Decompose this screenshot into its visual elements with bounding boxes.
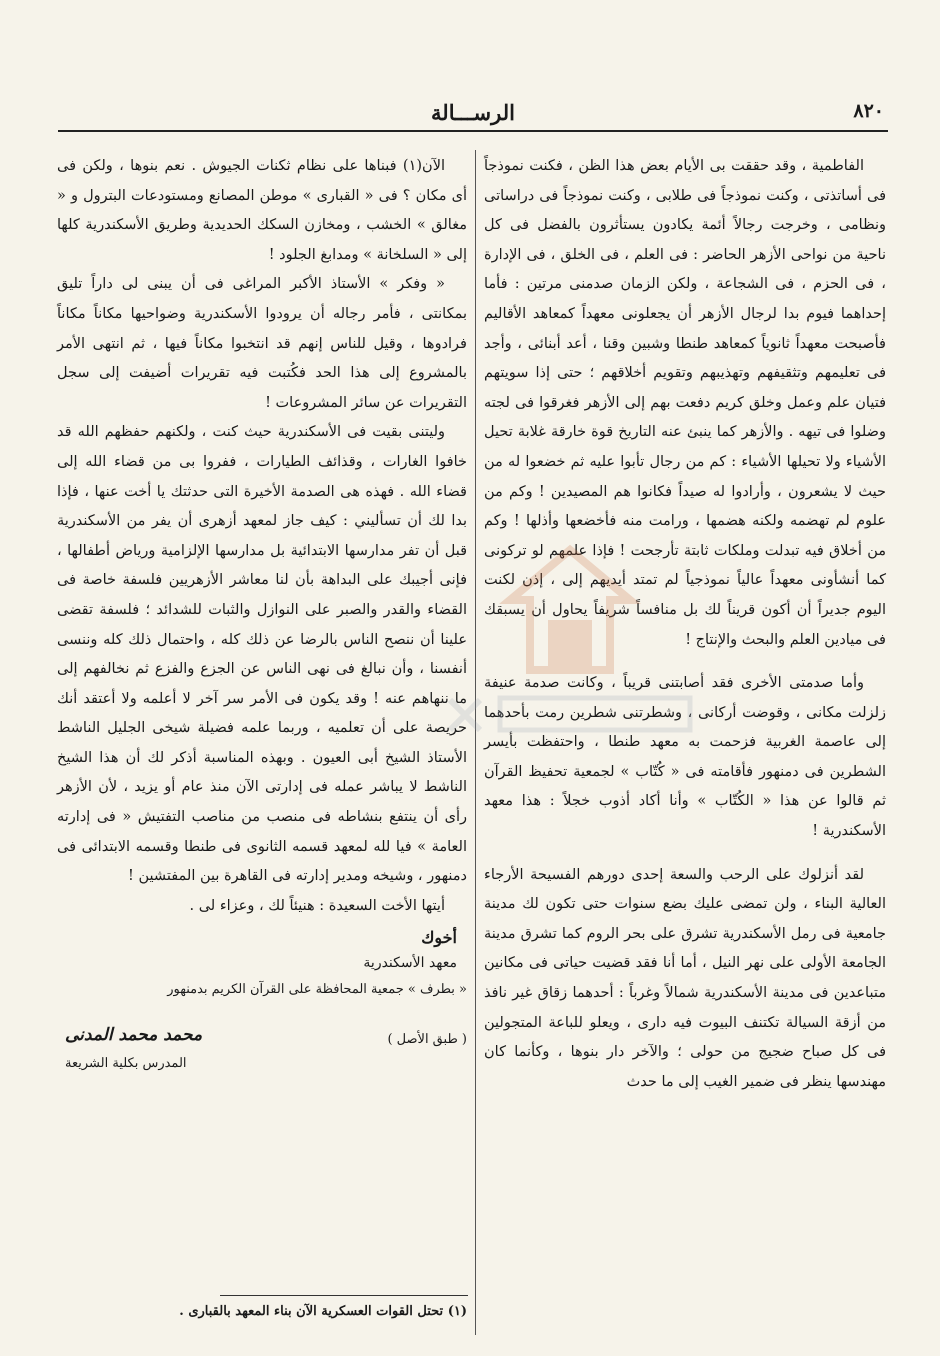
column-divider (475, 150, 476, 1335)
magazine-title: الرســـالة (431, 100, 515, 125)
right-column (484, 152, 886, 1097)
signature-place: معهد الأسكندرية (363, 955, 457, 972)
true-copy-tag: ( طبق الأصل ) (387, 1032, 467, 1048)
header-rule (58, 130, 888, 132)
author-signature: محمد محمد المدنى (65, 1025, 203, 1046)
signature-name: أخوك (421, 928, 457, 948)
left-column (57, 152, 467, 1081)
closing-line: أيتها الأخت السعيدة : هنيئاً لك ، وعزاء لى . (189, 897, 445, 914)
footnote-rule (220, 1295, 468, 1296)
page-header (62, 100, 884, 128)
paragraph: « وفكر » الأستاذ الأكبر المراغى فى أن يبنى لى داراً تليق بمكانتى ، فأمر رجاله أن يرودوا الأسكندرية وضواحيها مكاناً مكاناً فرادوها ، وقيل للناس إنهم قد انتخبوا مكاناً فيها ، ثم انتهى الأمر بالمشروع إلى هذا الحد فكُتبت فيه تقريرات أضيفت إلى سجل التقريرات عن سائر المشروعات ! (57, 276, 467, 411)
paragraph: وليتنى بقيت فى الأسكندرية حيث كنت ، ولكنهم حفظهم الله قد خافوا الغارات ، وقذائف الطيارات ، ففروا بى من قضاء الله إلى قضاء الله . فهذه هى الصدمة الأخيرة التى حدثتك يا أخت عنها ، فإذا بدا لك أن تسأليني : كيف جاز لمعهد أزهرى أن يفر من الأسكندرية قبل أن تفر مدارسها الابتدائية بل مدارسها الإلزامية ورياض أطفالها ، فإنى أجيبك على البداهة بأن لنا معاشر الأزهريين فلسفة خاصة فى القضاء والقدر والصبر على النوازل والثبات للشدائد ؛ فلسفة تقضى علينا أن ننصح الناس بالرضا عن ذلك كله ، واحتمال ذلك كله وننسى أنفسنا ، وأن نبالغ فى نهى الناس عن الجزع والفزع ثم نخالفهم إلى ما ننهاهم عنه ! وقد يكون فى الأمر سر آخر لا أعلمه ولا أعتقد أنك حريصة على أن تعلميه ، وربما علمه فضيلة شيخى الجليل الناشط الأستاذ الشيخ أبى العيون . وبهذه المناسبة أذكر لك أن هذا الشيخ الناشط لا يباشر عمله فى إدارتى الآن منذ عام أو يزيد ، لأن الأزهر رأى أن ينتفع بنشاطه فى منصب من مناصب التفتيش « فى إدارته العامة » فيا لله لمعهد قسمه الثانوى فى طنطا وقسمه الابتدائى فى دمنهور ، وشيخه ومدير إدارته فى القاهرة بين المفتشين ! (57, 424, 467, 885)
signature-note: « بطرف » جمعية المحافظة على القرآن الكريم بدمنهور (167, 982, 467, 998)
certification-block (57, 1021, 467, 1081)
footnote: (١) تحتل القوات العسكرية الآن بناء المعهد بالقبارى . (179, 1304, 467, 1319)
paragraph: وأما صدمتى الأخرى فقد أصابتنى قريباً ، وكانت صدمة عنيفة زلزلت مكانى ، وقوضت أركانى ، وشطرتنى شطرين رمت بأحدهما إلى عاصمة الغربية فزحمت به معهد طنطا ، واحتفظت بأيسر الشطرين فى دمنهور فأقامته فى « كُتّاب » لجمعية تحفيظ القرآن ثم قالوا عن هذا « الكُتّاب » وأنا أكاد أذوب خجلاً : هذا معهد الأسكندرية ! (484, 675, 886, 840)
signature-block (57, 921, 467, 1021)
page-number: ٨٢٠ (853, 100, 884, 122)
paragraph: الفاطمية ، وقد حققت بى الأيام بعض هذا الظن ، فكنت نموذجاً فى أساتذتى ، وكنت نموذجاً فى طلابى ، وكنت نموذجاً فى دراساتى ونظامى ، وخرجت رجالاً أئمة يكادون يستأثرون بالفضل فى كل ناحية من نواحى الأزهر الحاضر : فى العلم ، فى الخلق ، فى الإدارة ، فى الحزم ، فى الشجاعة ، ولكن الزمان صدمنى مرتين : فأما إحداهما فيوم بدا لرجال الأزهر أن يجعلونى معهداً كمعاهد الأقاليم فأصبحت معهداً ثانوياً كمعاهد طنطا وشبين وقنا ، أعد أبنائى ، وأجد فى تعليمهم وتثقيفهم وتهذيبهم وتقويم أخلاقهم ؛ حتى إذا سويتهم فتيان علم وعمل وخلق كريم دفعت بهم إلى الأزهر فغرقوا فى لجته وضلوا فى تيهه . والأزهر كما ينبئ عنه التاريخ قوة خارقة غلابة تحيل الأشياء ولا تحيلها الأشياء : كم من رجال تأبوا عليه ثم خضعوا له من حيث لا يشعرون ، وأرادوا له صيداً فكانوا هم المصيدين ! وكم من علوم لم تهضمه ولكنه هضمها ، ورامت منه فأخضعها وأذلها ! وكم من أخلاق فيه تبدلت وملكات ثابتة تأرجحت ! فإذا علمهم لو تركونى كما أنشأونى معهداً عالياً نموذجياً لم تمتد أيديهم إلى ، إذن لكنت اليوم جديراً أن أكون قريناً لك بل منافساً شريفاً يحاول أن يسبقك فى ميادين العلم والبحث والإنتاج ! (484, 158, 886, 648)
author-title: المدرس بكلية الشريعة (65, 1056, 187, 1072)
paragraph: الآن(١) فبناها على نظام ثكنات الجيوش . نعم بنوها ، ولكن فى أى مكان ؟ فى « القبارى » موطن المصانع ومستودعات البترول و « مغالق » الخشب ، ومخازن السكك الحديدية وطريق الأسكندرية كلها إلى « السلخانة » ومدابغ الجلود ! (57, 158, 467, 263)
paragraph: لقد أنزلوك على الرحب والسعة إحدى دورهم الفسيحة الأرجاء العالية البناء ، ولن تمضى عليك بضع سنوات حتى تكون لك مدينة جامعية فى رمل الأسكندرية تشرق على بحر الروم كما تشرق مدينة الجامعة الأولى على نهر النيل ، أما أنا فقد قضيت حياتى فى مكانين متباعدين فى مدينة الأسكندرية شمالاً وغرباً : أحدهما زقاق غير نافذ من أزقة السيالة تكتنف البيوت فيه دارى ، ويعلو للباعة المتجولين فى كل صباح ضجيج من حولى ؛ والآخر دار بنوها ، وكأنما كان مهندسها ينظر فى ضمير الغيب إلى ما حدث (484, 866, 886, 1090)
